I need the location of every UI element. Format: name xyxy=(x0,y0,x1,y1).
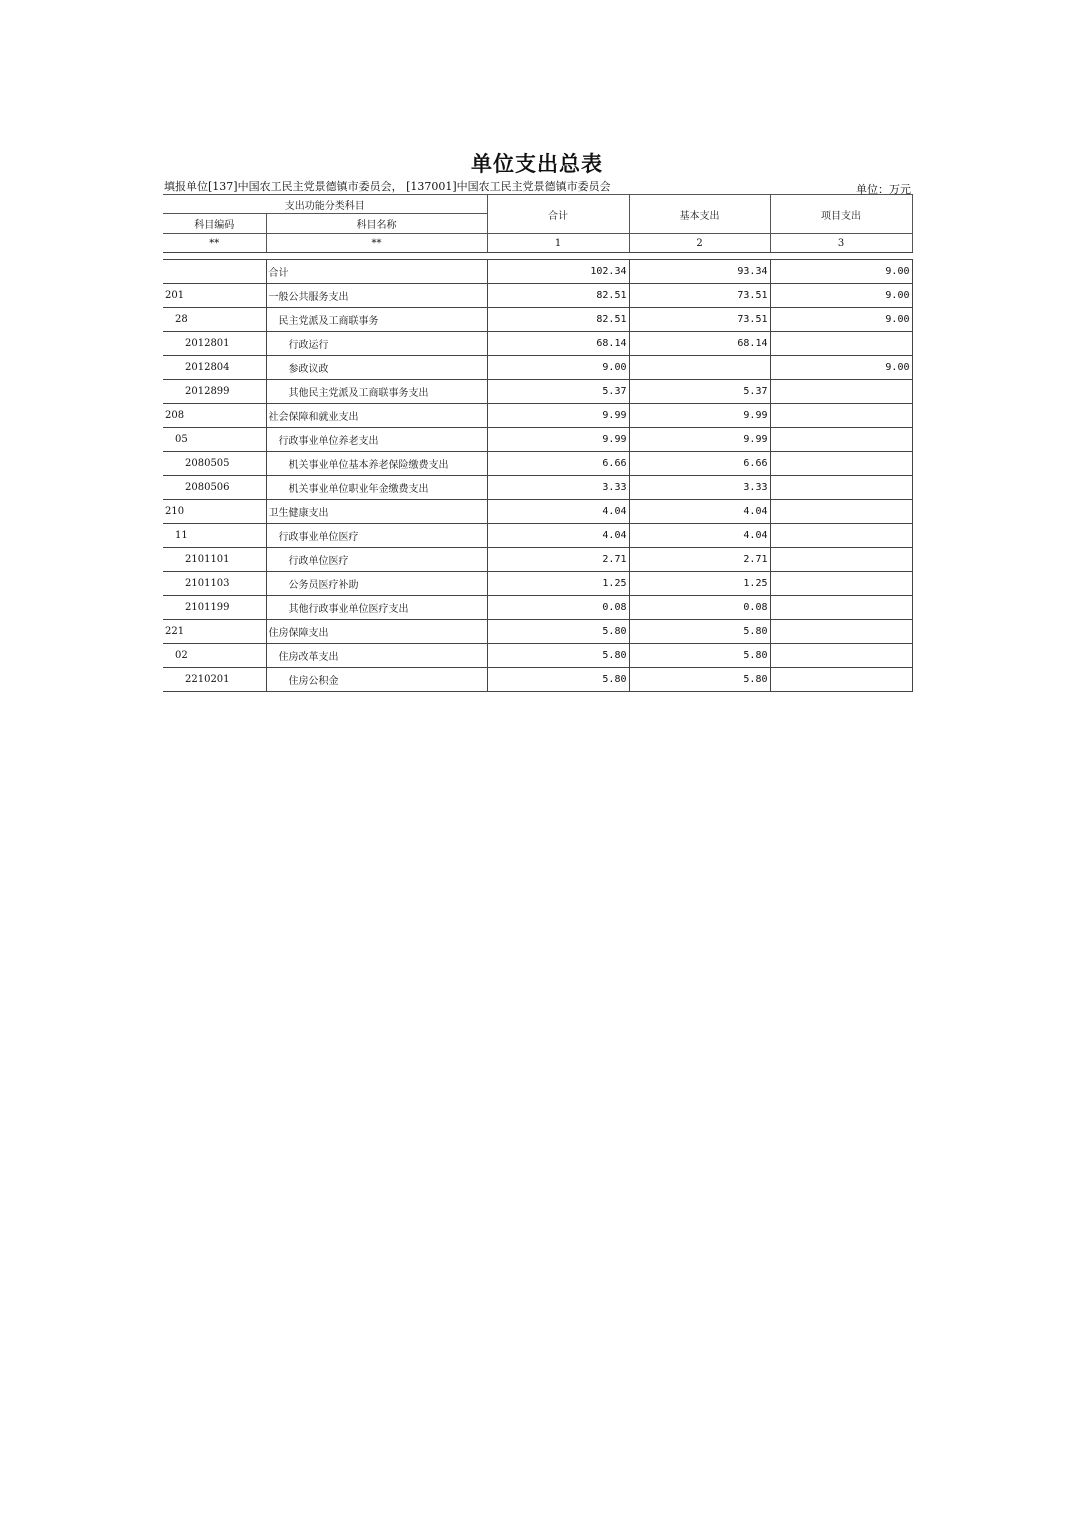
cell-project xyxy=(770,380,912,404)
cell-basic: 9.99 xyxy=(629,428,770,452)
cell-basic: 4.04 xyxy=(629,500,770,524)
cell-basic xyxy=(629,356,770,380)
cell-total: 82.51 xyxy=(487,308,629,332)
cell-name: 住房保障支出 xyxy=(266,620,487,644)
cell-basic: 4.04 xyxy=(629,524,770,548)
cell-project xyxy=(770,620,912,644)
cell-basic: 5.80 xyxy=(629,644,770,668)
cell-basic: 3.33 xyxy=(629,476,770,500)
table-row xyxy=(163,524,912,548)
cell-project xyxy=(770,572,912,596)
cell-project: 9.00 xyxy=(770,308,912,332)
cell-project xyxy=(770,332,912,356)
table-row xyxy=(163,572,912,596)
cell-code: 2080505 xyxy=(163,452,266,476)
header-total: 合计 xyxy=(487,195,629,234)
seq-total: 1 xyxy=(487,234,629,253)
cell-code xyxy=(163,260,266,284)
header-functional-category: 支出功能分类科目 xyxy=(163,195,487,214)
cell-name: 卫生健康支出 xyxy=(266,500,487,524)
cell-code: 2012804 xyxy=(163,356,266,380)
table-row xyxy=(163,596,912,620)
table-row xyxy=(163,428,912,452)
cell-basic: 2.71 xyxy=(629,548,770,572)
cell-project xyxy=(770,476,912,500)
cell-code: 221 xyxy=(163,620,266,644)
table-row xyxy=(163,668,912,692)
cell-total: 0.08 xyxy=(487,596,629,620)
cell-name: 行政单位医疗 xyxy=(266,548,487,572)
cell-code: 2101103 xyxy=(163,572,266,596)
cell-project xyxy=(770,668,912,692)
cell-name: 社会保障和就业支出 xyxy=(266,404,487,428)
cell-project xyxy=(770,500,912,524)
table-row xyxy=(163,620,912,644)
cell-name: 一般公共服务支出 xyxy=(266,284,487,308)
cell-basic: 9.99 xyxy=(629,404,770,428)
cell-total: 9.00 xyxy=(487,356,629,380)
cell-code: 2210201 xyxy=(163,668,266,692)
cell-project: 9.00 xyxy=(770,356,912,380)
cell-project: 9.00 xyxy=(770,284,912,308)
cell-total: 1.25 xyxy=(487,572,629,596)
cell-basic: 93.34 xyxy=(629,260,770,284)
cell-code: 05 xyxy=(163,428,266,452)
filler-unit: 填报单位[137]中国农工民主党景德镇市委员会， [137001]中国农工民主党景德镇市委员会 xyxy=(164,180,611,193)
cell-total: 9.99 xyxy=(487,404,629,428)
cell-total: 82.51 xyxy=(487,284,629,308)
cell-project xyxy=(770,596,912,620)
page-title: 单位支出总表 xyxy=(471,151,603,176)
cell-total: 68.14 xyxy=(487,332,629,356)
seq-code: ** xyxy=(163,234,266,253)
cell-name: 其他民主党派及工商联事务支出 xyxy=(266,380,487,404)
cell-code: 2101101 xyxy=(163,548,266,572)
cell-project xyxy=(770,452,912,476)
table-row xyxy=(163,284,912,308)
cell-code: 210 xyxy=(163,500,266,524)
cell-total: 2.71 xyxy=(487,548,629,572)
table-row xyxy=(163,500,912,524)
cell-name: 行政事业单位养老支出 xyxy=(266,428,487,452)
cell-name: 行政运行 xyxy=(266,332,487,356)
cell-total: 4.04 xyxy=(487,524,629,548)
cell-project xyxy=(770,524,912,548)
cell-basic: 5.37 xyxy=(629,380,770,404)
cell-basic: 5.80 xyxy=(629,620,770,644)
table-row xyxy=(163,548,912,572)
cell-total: 5.37 xyxy=(487,380,629,404)
cell-code: 2080506 xyxy=(163,476,266,500)
cell-name: 机关事业单位职业年金缴费支出 xyxy=(266,476,487,500)
seq-name: ** xyxy=(266,234,487,253)
seq-basic: 2 xyxy=(629,234,770,253)
cell-total: 102.34 xyxy=(487,260,629,284)
cell-total: 4.04 xyxy=(487,500,629,524)
cell-code: 2012899 xyxy=(163,380,266,404)
unit-label: 单位：万元 xyxy=(856,183,911,196)
cell-code: 208 xyxy=(163,404,266,428)
cell-name: 参政议政 xyxy=(266,356,487,380)
cell-basic: 6.66 xyxy=(629,452,770,476)
table-row xyxy=(163,260,912,284)
cell-basic: 73.51 xyxy=(629,308,770,332)
table-row xyxy=(163,356,912,380)
cell-basic: 5.80 xyxy=(629,668,770,692)
cell-name: 机关事业单位基本养老保险缴费支出 xyxy=(266,452,487,476)
cell-code: 2012801 xyxy=(163,332,266,356)
cell-name: 民主党派及工商联事务 xyxy=(266,308,487,332)
cell-total: 9.99 xyxy=(487,428,629,452)
table-body xyxy=(163,260,912,692)
cell-total: 6.66 xyxy=(487,452,629,476)
cell-project xyxy=(770,404,912,428)
cell-name: 合计 xyxy=(266,260,487,284)
cell-code: 201 xyxy=(163,284,266,308)
table-row xyxy=(163,452,912,476)
seq-project: 3 xyxy=(770,234,912,253)
cell-total: 5.80 xyxy=(487,644,629,668)
cell-project: 9.00 xyxy=(770,260,912,284)
cell-project xyxy=(770,548,912,572)
cell-code: 11 xyxy=(163,524,266,548)
header-sequence-row xyxy=(163,234,912,253)
cell-code: 02 xyxy=(163,644,266,668)
expenditure-table xyxy=(163,194,913,692)
cell-basic: 0.08 xyxy=(629,596,770,620)
cell-name: 公务员医疗补助 xyxy=(266,572,487,596)
cell-total: 3.33 xyxy=(487,476,629,500)
cell-total: 5.80 xyxy=(487,668,629,692)
cell-code: 2101199 xyxy=(163,596,266,620)
table-row xyxy=(163,332,912,356)
cell-code: 28 xyxy=(163,308,266,332)
cell-basic: 73.51 xyxy=(629,284,770,308)
cell-basic: 1.25 xyxy=(629,572,770,596)
header-code: 科目编码 xyxy=(163,214,266,234)
cell-name: 行政事业单位医疗 xyxy=(266,524,487,548)
cell-total: 5.80 xyxy=(487,620,629,644)
header-basic: 基本支出 xyxy=(629,195,770,234)
cell-project xyxy=(770,428,912,452)
cell-name: 住房改革支出 xyxy=(266,644,487,668)
table-row xyxy=(163,404,912,428)
cell-name: 住房公积金 xyxy=(266,668,487,692)
table-row xyxy=(163,380,912,404)
cell-project xyxy=(770,644,912,668)
table-row xyxy=(163,308,912,332)
cell-basic: 68.14 xyxy=(629,332,770,356)
header-name: 科目名称 xyxy=(266,214,487,234)
header-project: 项目支出 xyxy=(770,195,912,234)
cell-name: 其他行政事业单位医疗支出 xyxy=(266,596,487,620)
table-row xyxy=(163,644,912,668)
table-row xyxy=(163,476,912,500)
